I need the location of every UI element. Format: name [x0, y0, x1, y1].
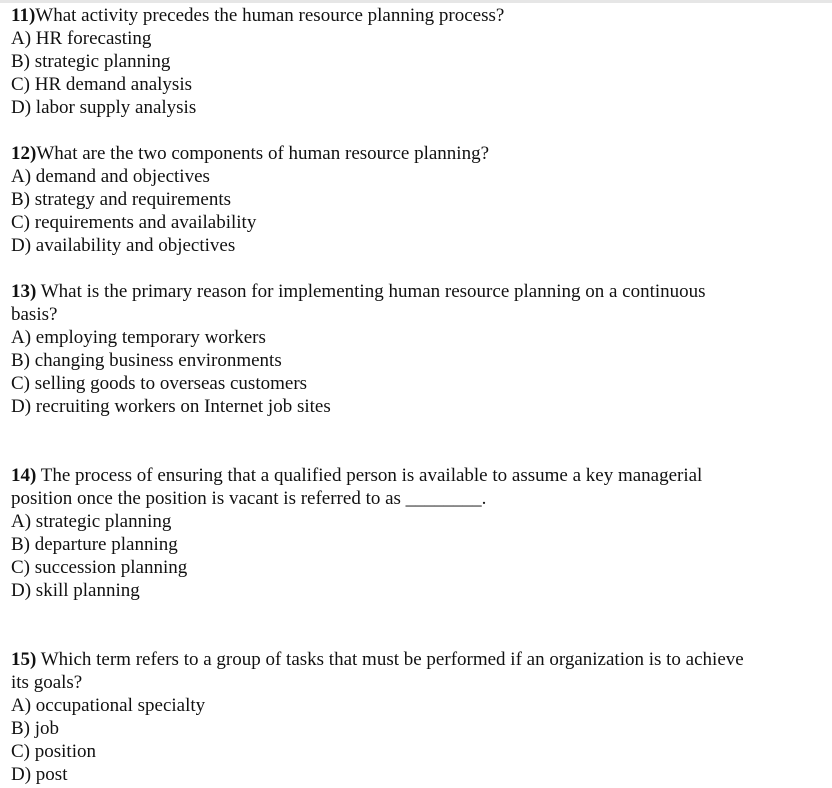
top-border: [0, 0, 832, 3]
question-prompt: Which term refers to a group of tasks that must be performed if an organization is to achieve its goals?: [11, 649, 744, 693]
answer-option: A) HR forecasting: [11, 28, 152, 49]
spacer: [11, 602, 751, 648]
question-prompt: What are the two components of human resource planning?: [36, 143, 490, 164]
answer-option: B) strategy and requirements: [11, 189, 232, 210]
answer-option: C) HR demand analysis: [11, 74, 193, 95]
question-text: [11, 648, 751, 694]
answer-option: D) skill planning: [11, 580, 140, 601]
question-number: 15): [11, 649, 37, 670]
answer-option: A) strategic planning: [11, 511, 172, 532]
answer-option: C) selling goods to overseas customers: [11, 373, 308, 394]
question-text: [11, 4, 751, 27]
question-prompt: What activity precedes the human resource planning process?: [35, 5, 505, 26]
question-12: [11, 142, 751, 257]
question-15: [11, 648, 751, 786]
answer-option: C) requirements and availability: [11, 212, 257, 233]
question-text: [11, 142, 751, 165]
spacer: [11, 418, 751, 464]
question-number: 13): [11, 281, 37, 302]
answer-option: B) strategic planning: [11, 51, 171, 72]
answer-option: A) employing temporary workers: [11, 327, 266, 348]
answer-option: D) labor supply analysis: [11, 97, 197, 118]
question-text: [11, 280, 751, 326]
question-11: [11, 4, 751, 119]
answer-option: A) occupational specialty: [11, 695, 206, 716]
answer-option: D) recruiting workers on Internet job sites: [11, 396, 331, 417]
answer-option: B) departure planning: [11, 534, 178, 555]
question-prompt: What is the primary reason for implementing human resource planning on a continuous basis?: [11, 281, 706, 325]
answer-option: C) position: [11, 741, 96, 762]
answer-option: D) availability and objectives: [11, 235, 236, 256]
question-number: 12): [11, 143, 37, 164]
answer-option: B) changing business environments: [11, 350, 282, 371]
question-13: [11, 280, 751, 418]
quiz-document: [11, 4, 751, 786]
answer-option: C) succession planning: [11, 557, 188, 578]
spacer: [11, 257, 751, 280]
answer-option: A) demand and objectives: [11, 166, 210, 187]
question-prompt: The process of ensuring that a qualified person is available to assume a key managerial position once the position is vacant is referred to as ________.: [11, 465, 703, 509]
question-14: [11, 464, 751, 602]
question-number: 11): [11, 5, 36, 26]
answer-option: B) job: [11, 718, 60, 739]
question-number: 14): [11, 465, 37, 486]
question-text: [11, 464, 751, 510]
answer-option: D) post: [11, 764, 68, 785]
spacer: [11, 119, 751, 142]
